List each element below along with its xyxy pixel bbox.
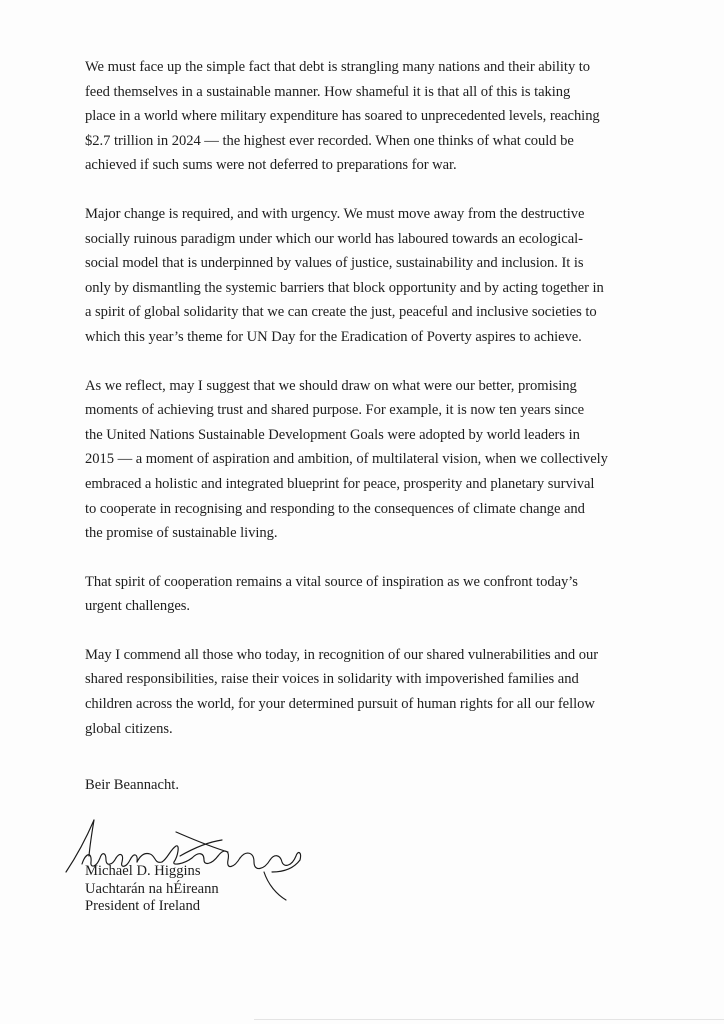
- text-line: which this year’s theme for UN Day for the Eradication of Poverty aspires to achieve.: [85, 328, 582, 345]
- text-line: As we reflect, may I suggest that we should draw on what were our better, promising: [85, 377, 577, 394]
- signatory-block: [85, 863, 219, 916]
- text-line: only by dismantling the systemic barriers that block opportunity and by acting together in: [85, 279, 604, 296]
- text-line: 2015 — a moment of aspiration and ambition, of multilateral vision, when we collectively: [85, 451, 608, 468]
- text-line: to cooperate in recognising and responding to the consequences of climate change and: [85, 500, 585, 517]
- page-edge-divider: [254, 1019, 724, 1024]
- text-line: global citizens.: [85, 720, 173, 737]
- text-line: the promise of sustainable living.: [85, 525, 278, 542]
- signatory-title-english: President of Ireland: [85, 898, 201, 914]
- text-line: socially ruinous paradigm under which our world has laboured towards an ecological-: [85, 230, 583, 247]
- signatory-name: Michael D. Higgins: [85, 863, 201, 879]
- paragraph-reflect: [85, 374, 688, 546]
- signatory-title-irish: Uachtarán na hÉireann: [85, 880, 219, 897]
- text-line: feed themselves in a sustainable manner. How shameful it is that all of this is taking: [85, 83, 571, 100]
- text-line: We must face up the simple fact that debt is strangling many nations and their ability to: [85, 59, 591, 75]
- text-line: $2.7 trillion in 2024 — the highest ever recorded. When one thinks of what could be: [85, 132, 574, 149]
- closing-salutation: Beir Beannacht.: [85, 777, 180, 793]
- text-line: social model that is underpinned by values of justice, sustainability and inclusion. It is: [85, 255, 584, 272]
- text-line: shared responsibilities, raise their voices in solidarity with impoverished families and: [85, 671, 579, 688]
- paragraph-change: [85, 202, 688, 350]
- text-line: urgent challenges.: [85, 598, 191, 615]
- text-line: That spirit of cooperation remains a vital source of inspiration as we confront today’s: [85, 573, 578, 590]
- text-line: achieved if such sums were not deferred to preparations for war.: [85, 157, 457, 174]
- text-line: May I commend all those who today, in recognition of our shared vulnerabilities and our: [85, 646, 599, 663]
- text-line: children across the world, for your determined pursuit of human rights for all our fellow: [85, 696, 595, 713]
- text-line: moments of achieving trust and shared purpose. For example, it is now ten years since: [85, 402, 585, 419]
- paragraph-cooperation: [85, 570, 688, 619]
- text-line: the United Nations Sustainable Development Goals were adopted by world leaders in: [85, 426, 580, 443]
- text-line: Major change is required, and with urgency. We must move away from the destructive: [85, 205, 585, 222]
- paragraph-debt: [85, 55, 688, 178]
- text-line: embraced a holistic and integrated blueprint for peace, prosperity and planetary survival: [85, 475, 595, 492]
- text-line: a spirit of global solidarity that we can create the just, peaceful and inclusive societies to: [85, 304, 597, 321]
- paragraph-commend: [85, 643, 688, 741]
- text-line: place in a world where military expenditure has soared to unprecedented levels, reaching: [85, 108, 600, 125]
